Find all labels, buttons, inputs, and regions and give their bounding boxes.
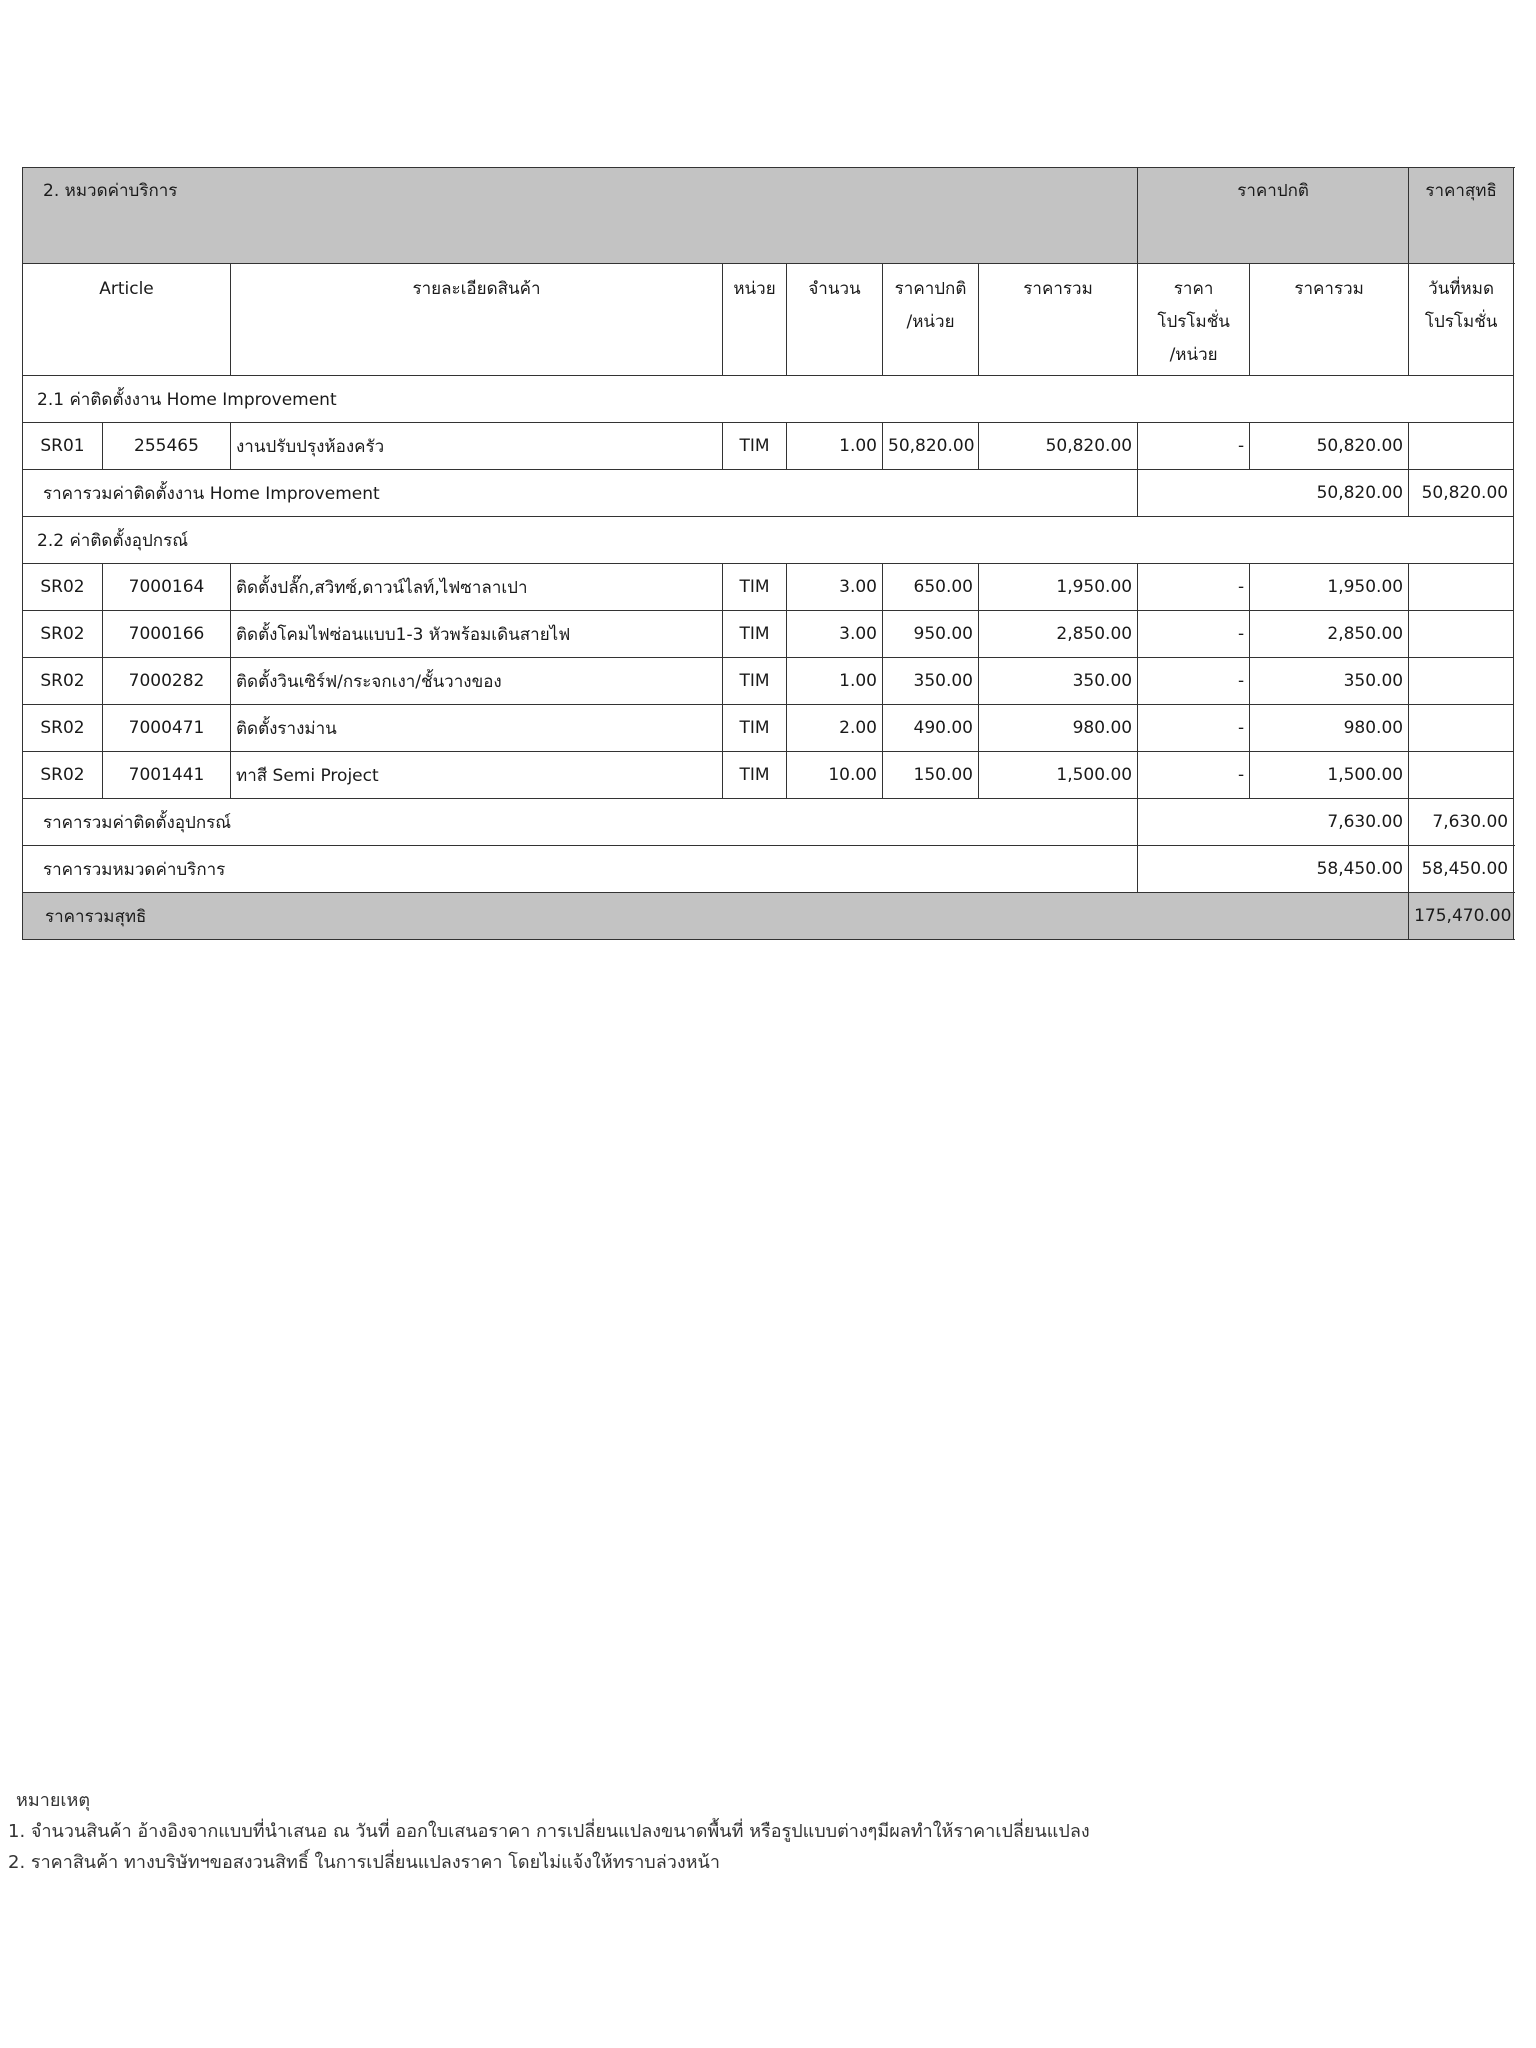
item-code: SR02 xyxy=(23,705,103,752)
col-promo-price: ราคา โปรโมชั่น /หน่วย xyxy=(1138,264,1250,376)
subtotal-row xyxy=(23,470,1514,517)
section-header-row xyxy=(23,168,1514,264)
item-article: 255465 xyxy=(103,423,231,470)
col-net-total: ราคารวม xyxy=(1250,264,1409,376)
table-row xyxy=(23,658,1514,705)
subtotal-row xyxy=(23,799,1514,846)
normal-price-group-header: ราคาปกติ xyxy=(1138,168,1409,264)
table-row xyxy=(23,705,1514,752)
item-total: 1,500.00 xyxy=(979,752,1138,799)
col-qty: จำนวน xyxy=(787,264,883,376)
item-unit-price: 50,820.00 xyxy=(883,423,979,470)
item-code: SR02 xyxy=(23,658,103,705)
item-unit: TIM xyxy=(723,752,787,799)
item-promo: - xyxy=(1138,705,1250,752)
section-title: 2. หมวดค่าบริการ xyxy=(23,168,1138,264)
item-unit: TIM xyxy=(723,423,787,470)
net-price-group-header: ราคาสุทธิ xyxy=(1409,168,1514,264)
table-row xyxy=(23,611,1514,658)
group1-title: 2.1 ค่าติดตั้งงาน Home Improvement xyxy=(23,376,1514,423)
item-unit-price: 490.00 xyxy=(883,705,979,752)
item-promo: - xyxy=(1138,611,1250,658)
service-total-label: ราคารวมหมวดค่าบริการ xyxy=(23,846,1138,893)
item-promo: - xyxy=(1138,752,1250,799)
item-code: SR02 xyxy=(23,611,103,658)
item-desc: ติดตั้งปลั๊ก,สวิทซ์,ดาวน์ไลท์,ไฟซาลาเปา xyxy=(231,564,723,611)
item-promo-end xyxy=(1409,658,1514,705)
group-title-row xyxy=(23,376,1514,423)
col-normal-unit-price: ราคาปกติ /หน่วย xyxy=(883,264,979,376)
group2-subtotal-normal: 7,630.00 xyxy=(1138,799,1409,846)
item-desc: ติดตั้งโคมไฟซ่อนแบบ1-3 หัวพร้อมเดินสายไฟ xyxy=(231,611,723,658)
note-line-1: 1. จำนวนสินค้า อ้างอิงจากแบบที่นำเสนอ ณ วันที่ ออกใบเสนอราคา การเปลี่ยนแปลงขนาดพื้นที่ หรือรูปแบบต่างๆมีผลทำให้ราคาเปลี่ยนแปลง xyxy=(8,1821,1090,1842)
column-header-row xyxy=(23,264,1514,376)
quotation-table xyxy=(22,167,1514,940)
item-code: SR01 xyxy=(23,423,103,470)
group-title-row xyxy=(23,517,1514,564)
item-promo-end xyxy=(1409,611,1514,658)
col-promo-end: วันที่หมด โปรโมชั่น xyxy=(1409,264,1514,376)
item-unit-price: 950.00 xyxy=(883,611,979,658)
item-desc: ติดตั้งรางม่าน xyxy=(231,705,723,752)
item-promo: - xyxy=(1138,423,1250,470)
item-desc: ติดตั้งวินเซิร์ฟ/กระจกเงา/ชั้นวางของ xyxy=(231,658,723,705)
col-article: Article xyxy=(23,264,231,376)
table-row xyxy=(23,752,1514,799)
item-total: 350.00 xyxy=(979,658,1138,705)
item-article: 7000164 xyxy=(103,564,231,611)
item-code: SR02 xyxy=(23,564,103,611)
item-promo-end xyxy=(1409,705,1514,752)
service-total-row xyxy=(23,846,1514,893)
item-promo-end xyxy=(1409,564,1514,611)
item-qty: 3.00 xyxy=(787,611,883,658)
table-row xyxy=(23,564,1514,611)
item-article: 7001441 xyxy=(103,752,231,799)
item-total: 980.00 xyxy=(979,705,1138,752)
note-line-2: 2. ราคาสินค้า ทางบริษัทฯขอสงวนสิทธิ์ ในการเปลี่ยนแปลงราคา โดยไม่แจ้งให้ทราบล่วงหน้า xyxy=(8,1852,720,1873)
group2-title: 2.2 ค่าติดตั้งอุปกรณ์ xyxy=(23,517,1514,564)
table-row xyxy=(23,423,1514,470)
item-article: 7000166 xyxy=(103,611,231,658)
item-qty: 1.00 xyxy=(787,423,883,470)
service-total-normal: 58,450.00 xyxy=(1138,846,1409,893)
item-unit: TIM xyxy=(723,658,787,705)
item-unit: TIM xyxy=(723,705,787,752)
group1-subtotal-normal: 50,820.00 xyxy=(1138,470,1409,517)
item-total: 1,950.00 xyxy=(979,564,1138,611)
grand-total-value: 175,470.00 xyxy=(1409,893,1514,940)
item-desc: ทาสี Semi Project xyxy=(231,752,723,799)
item-total: 50,820.00 xyxy=(979,423,1138,470)
item-net: 1,950.00 xyxy=(1250,564,1409,611)
item-net: 350.00 xyxy=(1250,658,1409,705)
col-unit: หน่วย xyxy=(723,264,787,376)
col-description: รายละเอียดสินค้า xyxy=(231,264,723,376)
item-net: 2,850.00 xyxy=(1250,611,1409,658)
grand-total-row xyxy=(23,893,1514,940)
item-unit: TIM xyxy=(723,564,787,611)
item-promo: - xyxy=(1138,658,1250,705)
group2-subtotal-label: ราคารวมค่าติดตั้งอุปกรณ์ xyxy=(23,799,1138,846)
item-promo-end xyxy=(1409,423,1514,470)
item-article: 7000282 xyxy=(103,658,231,705)
item-promo: - xyxy=(1138,564,1250,611)
notes-title: หมายเหตุ xyxy=(16,1790,91,1811)
group1-subtotal-net: 50,820.00 xyxy=(1409,470,1514,517)
item-qty: 10.00 xyxy=(787,752,883,799)
col-normal-total: ราคารวม xyxy=(979,264,1138,376)
item-promo-end xyxy=(1409,752,1514,799)
group2-subtotal-net: 7,630.00 xyxy=(1409,799,1514,846)
item-qty: 3.00 xyxy=(787,564,883,611)
item-qty: 1.00 xyxy=(787,658,883,705)
notes-section xyxy=(8,1785,1090,1878)
item-net: 50,820.00 xyxy=(1250,423,1409,470)
item-unit-price: 350.00 xyxy=(883,658,979,705)
item-net: 1,500.00 xyxy=(1250,752,1409,799)
item-qty: 2.00 xyxy=(787,705,883,752)
item-total: 2,850.00 xyxy=(979,611,1138,658)
item-article: 7000471 xyxy=(103,705,231,752)
item-unit-price: 650.00 xyxy=(883,564,979,611)
item-unit-price: 150.00 xyxy=(883,752,979,799)
service-total-net: 58,450.00 xyxy=(1409,846,1514,893)
grand-total-label: ราคารวมสุทธิ xyxy=(23,893,1409,940)
item-desc: งานปรับปรุงห้องครัว xyxy=(231,423,723,470)
item-net: 980.00 xyxy=(1250,705,1409,752)
item-unit: TIM xyxy=(723,611,787,658)
item-code: SR02 xyxy=(23,752,103,799)
group1-subtotal-label: ราคารวมค่าติดตั้งงาน Home Improvement xyxy=(23,470,1138,517)
